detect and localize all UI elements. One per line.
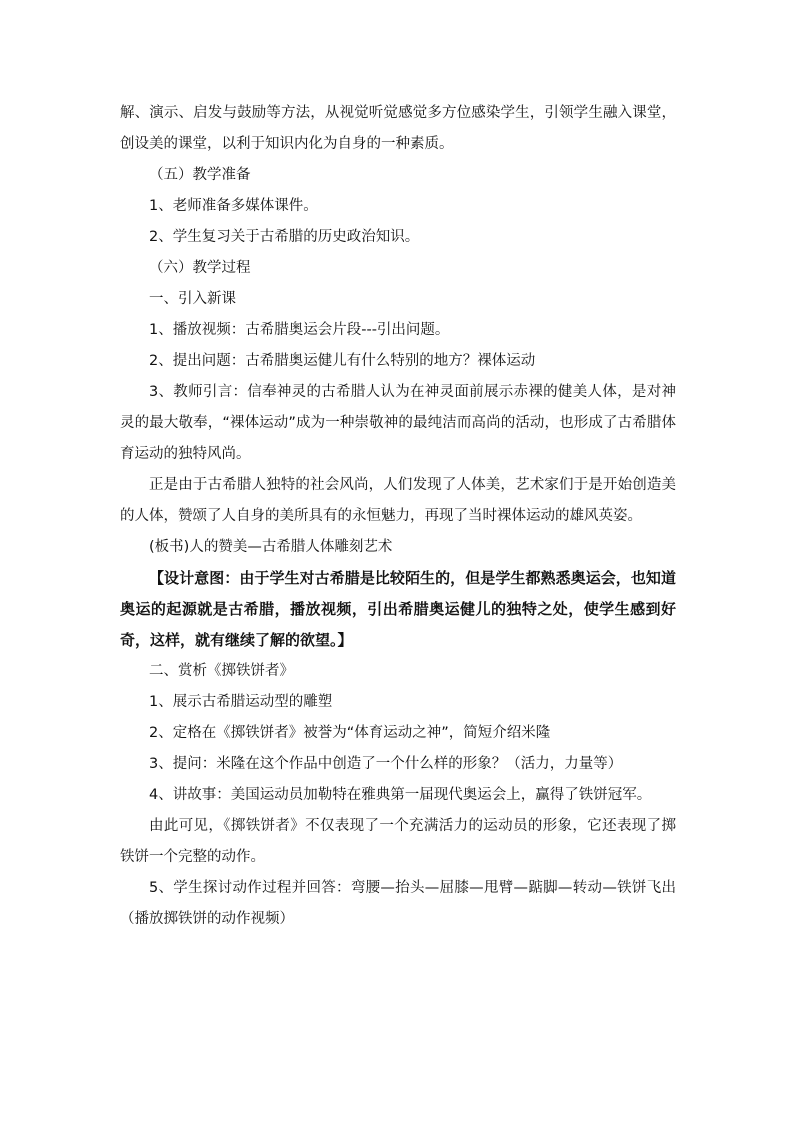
list-item-discuss-motion: 5、学生探讨动作过程并回答：弯腰—抬头—屈膝—甩臂—踮脚—转动—铁饼飞出（播放掷铁饼的动作视频） — [120, 880, 676, 927]
list-item-show-sculptures: 1、展示古希腊运动型的雕塑 — [149, 694, 333, 710]
heading-appreciate-discobolus: 二、赏析《掷铁饼者》 — [149, 663, 294, 679]
list-item-question-image: 3、提问：米隆在这个作品中创造了一个什么样的形象？（活力，力量等） — [149, 756, 623, 772]
paragraph-blackboard-note: (板书)人的赞美—古希腊人体雕刻艺术 — [149, 539, 393, 555]
list-item-teacher-intro: 3、教师引言：信奉神灵的古希腊人认为在神灵面前展示赤裸的健美人体，是对神灵的最大敬奉，“裸体运动”成为一种崇敬神的最纯洁而高尚的活动，也形成了古希腊体育运动的独特风尚。 — [120, 384, 676, 462]
list-item-teacher-prep: 1、老师准备多媒体课件。 — [149, 198, 318, 214]
list-item-raise-question: 2、提出问题：古希腊奥运健儿有什么特别的地方？裸体运动 — [149, 353, 536, 369]
heading-introduce-lesson: 一、引入新课 — [149, 291, 236, 307]
paragraph-intro-continuation: 解、演示、启发与鼓励等方法，从视觉听觉感觉多方位感染学生，引领学生融入课堂，创设美的课堂，以利于知识内化为自身的一种素质。 — [120, 105, 676, 152]
list-item-play-video: 1、播放视频：古希腊奥运会片段---引出问题。 — [149, 322, 450, 338]
heading-teaching-preparation: （五）教学准备 — [149, 167, 251, 183]
list-item-introduce-myron: 2、定格在《掷铁饼者》被誉为“体育运动之神”，简短介绍米隆 — [149, 725, 551, 741]
paragraph-social-custom: 正是由于古希腊人独特的社会风尚，人们发现了人体美，艺术家们于是开始创造美的人体，赞颂了人自身的美所具有的永恒魅力，再现了当时裸体运动的雄风英姿。 — [120, 477, 676, 524]
heading-teaching-process: （六）教学过程 — [149, 260, 251, 276]
document-body — [120, 98, 676, 935]
list-item-student-prep: 2、学生复习关于古希腊的历史政治知识。 — [149, 229, 420, 245]
paragraph-design-intent: 【设计意图：由于学生对古希腊是比较陌生的，但是学生都熟悉奥运会，也知道奥运的起源就是古希腊，播放视频，引出希腊奥运健儿的独特之处，使学生感到好奇，这样，就有继续了解的欲望。】 — [120, 569, 676, 649]
paragraph-conclusion: 由此可见，《掷铁饼者》不仅表现了一个充满活力的运动员的形象，它还表现了掷铁饼一个完整的动作。 — [120, 818, 676, 865]
list-item-tell-story: 4、讲故事：美国运动员加勒特在雅典第一届现代奥运会上，赢得了铁饼冠军。 — [149, 787, 652, 803]
